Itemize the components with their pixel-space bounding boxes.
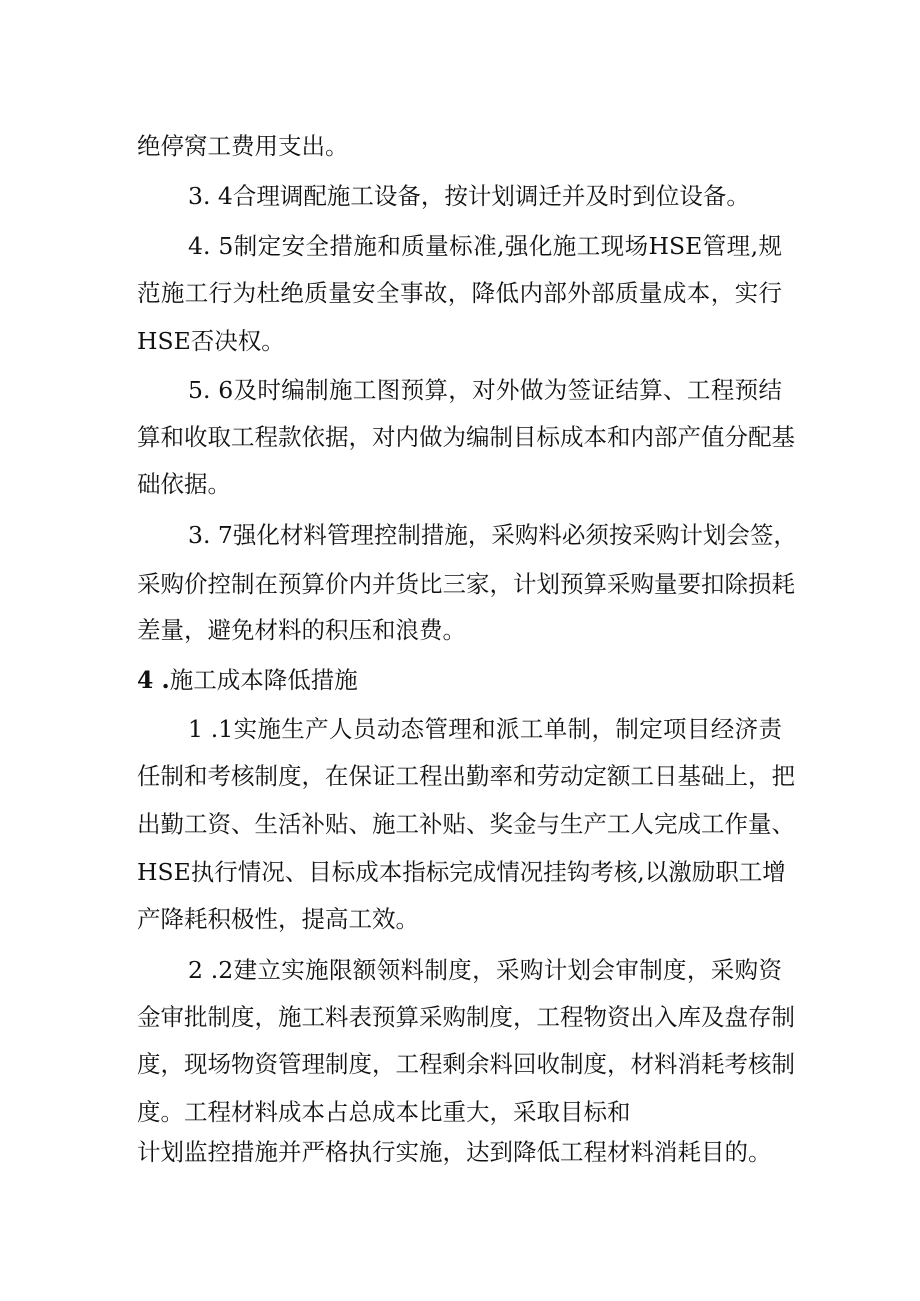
text-line: 1 .1实施生产人员动态管理和派工单制，制定项目经济责 — [188, 715, 782, 743]
text-line: 采购价控制在预算价内并货比三家，计划预算采购量要扣除损耗 — [137, 570, 795, 598]
text-line: 计划监控措施并严格执行实施，达到降低工程材料消耗目的。 — [137, 1138, 772, 1166]
text-line: HSE否决权。 — [137, 327, 285, 355]
text-line: 出勤工资、生活补贴、施工补贴、奖金与生产工人完成工作量、 — [137, 810, 795, 838]
text-line: 3. 4合理调配施工设备，按计划调迁并及时到位设备。 — [188, 182, 750, 210]
text-line: 4. 5制定安全措施和质量标准,强化施工现场HSE管理,规 — [188, 232, 782, 260]
text-line: 差量，避免材料的积压和浪费。 — [137, 616, 466, 644]
text-line: 3. 7强化材料管理控制措施，采购料必须按采购计划会签， — [188, 521, 797, 549]
text-line: 5. 6及时编制施工图预算，对外做为签证结算、工程预结 — [188, 376, 782, 404]
text-line: 产降耗积极性，提高工效。 — [137, 905, 419, 933]
text-line: 2 .2建立实施限额领料制度，采购计划会审制度，采购资 — [188, 956, 782, 984]
text-line: 范施工行为杜绝质量安全事故，降低内部外部质量成本，实行 — [137, 279, 782, 307]
text-line: HSE执行情况、目标成本指标完成情况挂钩考核,以激励职工增 — [137, 858, 786, 886]
text-line: 算和收取工程款依据，对内做为编制目标成本和内部产值分配基 — [137, 423, 795, 451]
text-line: 任制和考核制度，在保证工程出勤率和劳动定额工日基础上，把 — [137, 762, 795, 790]
section-heading-text: 施工成本降低措施 — [169, 666, 358, 694]
section-heading-number: 4 . — [137, 666, 170, 694]
text-line: 度。工程材料成本占总成本比重大，采取目标和 — [137, 1098, 631, 1126]
text-line: 绝停窝工费用支出。 — [137, 132, 349, 160]
text-line: 础依据。 — [137, 470, 231, 498]
section-heading — [137, 662, 358, 698]
text-line: 度，现场物资管理制度，工程剩余料回收制度，材料消耗考核制 — [137, 1050, 795, 1078]
text-line: 金审批制度，施工料表预算采购制度，工程物资出入库及盘存制 — [137, 1003, 795, 1031]
